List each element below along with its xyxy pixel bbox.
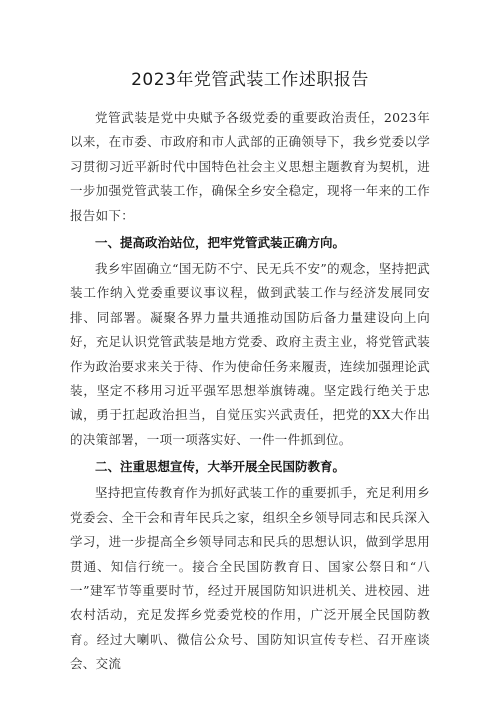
document-title: 2023年党管武装工作述职报告 xyxy=(131,70,369,90)
section-1-body: 我乡牢固确立“国无防不宁、民无兵不安”的观念，坚持把武装工作纳入党委重要议事议程，做到武装工作与经济发展同安排、同部署。凝聚各界力量共通推动国防后备力量建设向上向好，充足认识党管武装是地方党委、政府主责主业，将党管武装作为政治要求来关于待、作为使命任务来履责，连续加强理论武装，坚定不移用习近平强军思想举旗铸魂。坚定践行绝关于忠诚，勇于扛起政治担当，自觉压实兴武责任，把党的XX大作出的决策部署，一项一项落实好、一件一件抓到位。 xyxy=(70,261,430,447)
section-2-heading: 二、注重思想宣传，大举开展全民国防教育。 xyxy=(95,459,346,475)
intro-paragraph: 党管武装是党中央赋予各级党委的重要政治责任，2023年以来，在市委、市政府和市人武部的正确领导下，我乡党委以学习贯彻习近平新时代中国特色社会主义思想主题教育为契机，进一步加强党管武装工作，确保全乡安全稳定，现将一年来的工作报告如下： xyxy=(70,110,430,223)
section-2-body: 坚持把宣传教育作为抓好武装工作的重要抓手，充足利用乡党委会、全干会和青年民兵之家，组织全乡领导同志和民兵深入学习，进一步提高全乡领导同志和民兵的思想认识，做到学思用贯通、知信行统一。接合全民国防教育日、国家公祭日和“八一”建军节等重要时节，经过开展国防知识进机关、进校园、进农村活动，充足发挥乡党委党校的作用，广泛开展全民国防教育。经过大喇叭、微信公众号、国防知识宣传专栏、召开座谈会、交流 xyxy=(70,485,430,672)
section-1-heading: 一、提高政治站位，把牢党管武装正确方向。 xyxy=(95,235,346,251)
